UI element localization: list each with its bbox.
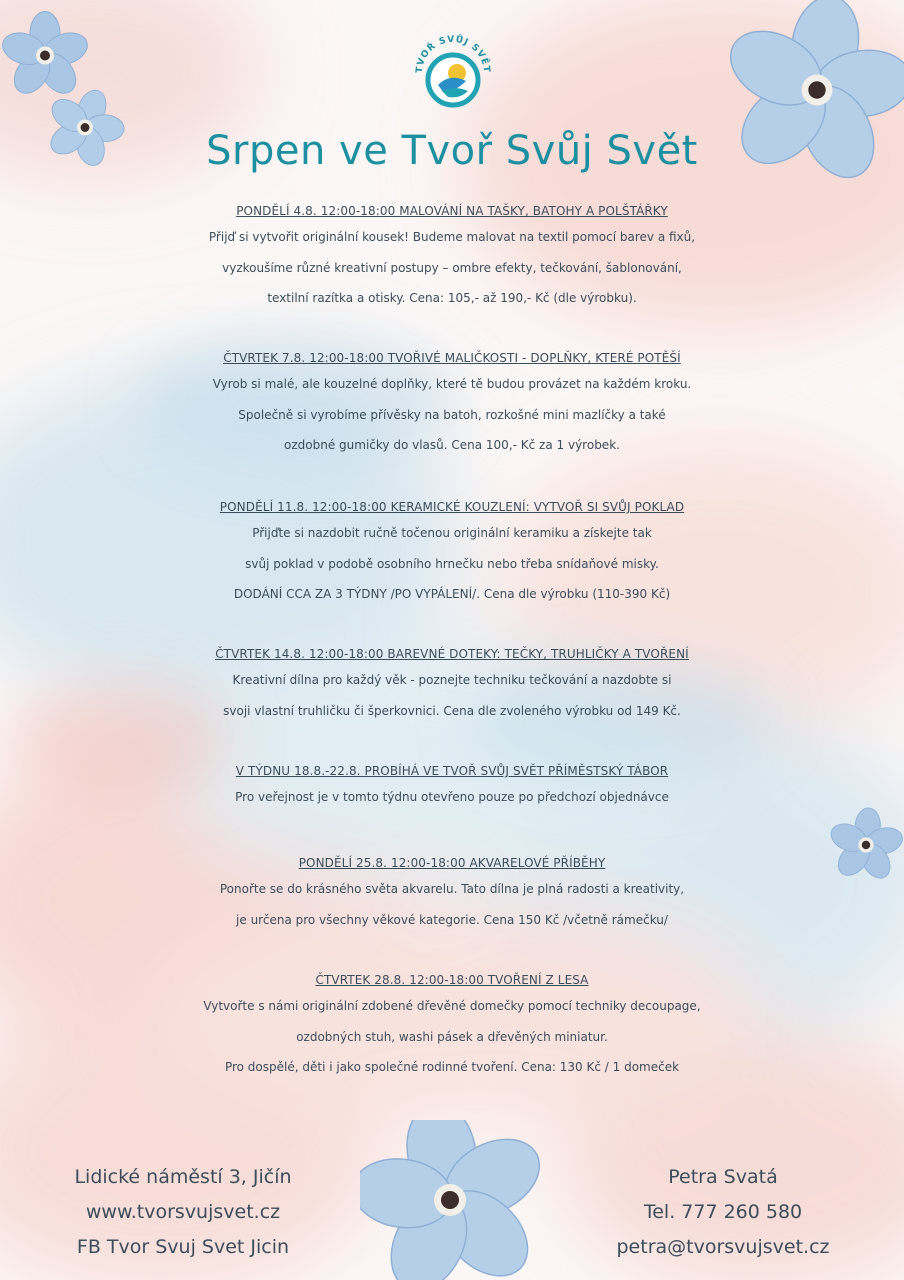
event-description-line: ozdobných stuh, washi pásek a dřevěných miniatur. xyxy=(296,1029,608,1044)
event-item xyxy=(0,764,904,813)
event-description-line: svoji vlastní truhličku či šperkovnici. Cena dle zvoleného výrobku od 149 Kč. xyxy=(223,703,681,718)
event-description-line: Ponořte se do krásného světa akvarelu. Tato dílna je plná radosti a kreativity, xyxy=(219,882,685,896)
event-description-line: Pro dospělé, děti i jako společné rodinné tvoření. Cena: 130 Kč / 1 domeček xyxy=(224,1060,680,1074)
event-description-line: svůj poklad v podobě osobního hrnečku nebo třeba snídaňové misky. xyxy=(245,556,659,571)
event-description-line: Přijď si vytvořit originální kousek! Budeme malovat na textil pomocí barev a fixů, xyxy=(208,230,696,244)
event-description-line: vyzkoušíme různé kreativní postupy – ombre efekty, tečkování, šablonování, xyxy=(222,260,682,275)
event-description-line: DODÁNÍ CCA ZA 3 TÝDNY /PO VYPÁLENÍ/. Cena dle výrobku (110-390 Kč) xyxy=(233,587,671,601)
event-description-line: Přijďte si nazdobit ručně točenou originální keramiku a získejte tak xyxy=(252,526,652,540)
facebook-text: FB Tvor Svuj Svet Jicin xyxy=(76,1236,290,1258)
svg-text:TVOŘ SVŮJ SVĚT: TVOŘ SVŮJ SVĚT xyxy=(414,34,492,74)
event-description-line: Pro veřejnost je v tomto týdnu otevřeno pouze po předchozí objednávce xyxy=(235,790,669,804)
footer-address xyxy=(38,1160,328,1265)
event-description-line: je určena pro všechny věkové kategorie. Cena 150 Kč /včetně rámečku/ xyxy=(236,912,668,927)
brand-logo xyxy=(408,25,498,115)
event-item xyxy=(0,647,904,726)
website-link[interactable]: www.tvorsvujsvet.cz xyxy=(85,1201,281,1223)
event-item xyxy=(0,856,904,935)
event-heading: PONDĚLÍ 4.8. 12:00-18:00 MALOVÁNÍ NA TAŠKY, BATOHY A POLŠTÁŘKY xyxy=(236,204,668,218)
phone-text: Tel. 777 260 580 xyxy=(643,1201,803,1223)
event-description-line: textilní razítka a otisky. Cena: 105,- až 190,- Kč (dle výrobku). xyxy=(267,291,637,305)
event-heading: ČTVRTEK 7.8. 12:00-18:00 TVOŘIVÉ MALIČKOSTI - DOPLŇKY, KTERÉ POTĚŠÍ xyxy=(223,351,681,365)
flower-decoration-bottom-center xyxy=(360,1120,540,1280)
event-heading: PONDĚLÍ 11.8. 12:00-18:00 KERAMICKÉ KOUZLENÍ: VYTVOŘ SI SVŮJ POKLAD xyxy=(219,500,685,514)
event-heading: V TÝDNU 18.8.-22.8. PROBÍHÁ VE TVOŘ SVŮJ SVĚT PŘÍMĚSTSKÝ TÁBOR xyxy=(235,764,669,778)
event-heading: ČTVRTEK 14.8. 12:00-18:00 BAREVNÉ DOTEKY: TEČKY, TRUHLIČKY A TVOŘENÍ xyxy=(215,647,689,661)
contact-name: Petra Svatá xyxy=(668,1166,778,1188)
event-item xyxy=(0,500,904,610)
event-item xyxy=(0,351,904,461)
event-item xyxy=(0,973,904,1083)
footer-contact xyxy=(578,1160,868,1265)
event-heading: PONDĚLÍ 25.8. 12:00-18:00 AKVARELOVÉ PŘÍBĚHY xyxy=(298,856,606,870)
address-text: Lidické náměstí 3, Jičín xyxy=(74,1166,292,1188)
event-description-line: ozdobné gumičky do vlasů. Cena 100,- Kč za 1 výrobek. xyxy=(284,438,620,452)
event-description-line: Kreativní dílna pro každý věk - poznejte techniku tečkování a nazdobte si xyxy=(232,673,672,687)
event-description-line: Společně si vyrobíme přívěsky na batoh, rozkošné mini mazlíčky a také xyxy=(238,407,666,422)
page-title: Srpen ve Tvoř Svůj Svět xyxy=(206,128,698,174)
event-item xyxy=(0,204,904,314)
event-description-line: Vytvořte s námi originální zdobené dřevěné domečky pomocí techniky decoupage, xyxy=(203,999,701,1013)
event-heading: ČTVRTEK 28.8. 12:00-18:00 TVOŘENÍ Z LESA xyxy=(315,973,589,987)
event-description-line: Vyrob si malé, ale kouzelné doplňky, které tě budou provázet na každém kroku. xyxy=(212,377,692,391)
email-link[interactable]: petra@tvorsvujsvet.cz xyxy=(616,1236,830,1258)
